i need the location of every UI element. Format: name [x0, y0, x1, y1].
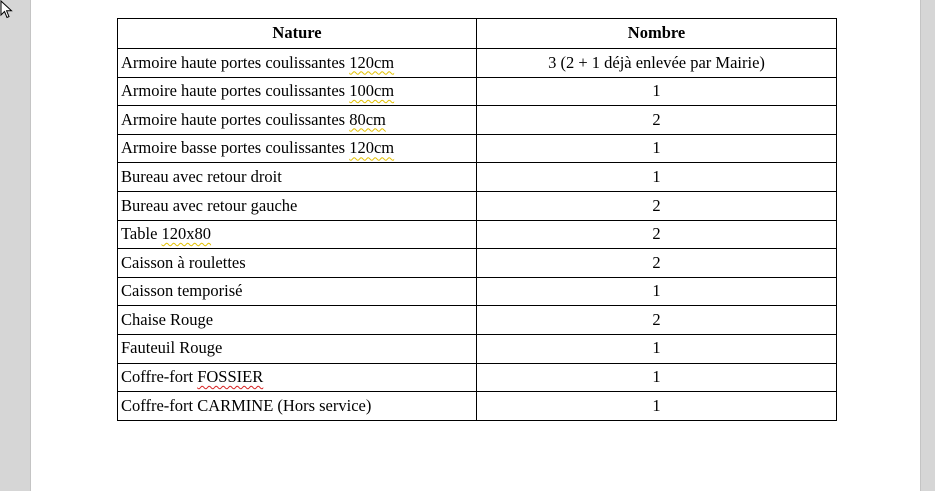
- nombre-cell[interactable]: 1: [477, 334, 837, 363]
- table-row: [118, 334, 837, 363]
- nature-text: Armoire haute portes coulissantes: [121, 109, 350, 129]
- table-row: [118, 163, 837, 192]
- table-body: [118, 49, 837, 421]
- nature-text: Armoire haute portes coulissantes: [121, 81, 350, 101]
- nature-cell[interactable]: [118, 77, 477, 106]
- nature-cell[interactable]: [118, 277, 477, 306]
- spellcheck-flagged-word[interactable]: 120cm: [349, 52, 395, 72]
- spellcheck-flagged-word[interactable]: 120cm: [349, 138, 395, 158]
- nature-cell[interactable]: [118, 392, 477, 421]
- nombre-cell[interactable]: 1: [477, 77, 837, 106]
- nombre-cell[interactable]: 2: [477, 191, 837, 220]
- nombre-cell[interactable]: 3 (2 + 1 déjà enlevée par Mairie): [477, 49, 837, 78]
- nature-text: Bureau avec retour droit: [121, 166, 282, 186]
- nature-text: Caisson à roulettes: [121, 252, 246, 272]
- nombre-cell[interactable]: 2: [477, 306, 837, 335]
- column-header-nombre: Nombre: [477, 19, 837, 49]
- nature-cell[interactable]: [118, 191, 477, 220]
- table-row: [118, 277, 837, 306]
- nature-text: Table: [121, 224, 162, 244]
- nature-text: Bureau avec retour gauche: [121, 195, 298, 215]
- nature-text: Coffre-fort: [121, 367, 198, 387]
- document-page[interactable]: [30, 0, 921, 491]
- inventory-table: [117, 18, 837, 421]
- nature-cell[interactable]: [118, 220, 477, 249]
- nature-cell[interactable]: [118, 163, 477, 192]
- nature-text: Armoire haute portes coulissantes: [121, 52, 350, 72]
- table-row: [118, 306, 837, 335]
- nature-cell[interactable]: [118, 134, 477, 163]
- nature-cell[interactable]: [118, 106, 477, 135]
- table-row: [118, 392, 837, 421]
- nature-text: Armoire basse portes coulissantes: [121, 138, 350, 158]
- spellcheck-flagged-word[interactable]: FOSSIER: [197, 367, 264, 387]
- nombre-cell[interactable]: 1: [477, 363, 837, 392]
- nature-text: Fauteuil Rouge: [121, 338, 223, 358]
- nature-cell[interactable]: [118, 49, 477, 78]
- nombre-cell[interactable]: 2: [477, 249, 837, 278]
- table-row: [118, 363, 837, 392]
- nombre-cell[interactable]: 2: [477, 220, 837, 249]
- table-row: [118, 249, 837, 278]
- table-row: [118, 77, 837, 106]
- table-row: [118, 134, 837, 163]
- nature-cell[interactable]: [118, 334, 477, 363]
- nature-cell[interactable]: [118, 363, 477, 392]
- nombre-cell[interactable]: 1: [477, 277, 837, 306]
- table-row: [118, 49, 837, 78]
- nature-text: Chaise Rouge: [121, 309, 214, 329]
- spellcheck-flagged-word[interactable]: 100cm: [349, 81, 395, 101]
- nombre-cell[interactable]: 2: [477, 106, 837, 135]
- table-row: [118, 220, 837, 249]
- nature-cell[interactable]: [118, 249, 477, 278]
- spellcheck-flagged-word[interactable]: 120x80: [161, 224, 212, 244]
- column-header-nature: Nature: [118, 19, 477, 49]
- nombre-cell[interactable]: 1: [477, 134, 837, 163]
- table-row: [118, 106, 837, 135]
- nombre-cell[interactable]: 1: [477, 163, 837, 192]
- nature-text: Caisson temporisé: [121, 281, 243, 301]
- table-row: [118, 191, 837, 220]
- nature-text: Coffre-fort CARMINE (Hors service): [121, 395, 372, 415]
- table-header-row: [118, 19, 837, 49]
- nature-cell[interactable]: [118, 306, 477, 335]
- mouse-pointer-icon: [0, 0, 14, 20]
- nombre-cell[interactable]: 1: [477, 392, 837, 421]
- spellcheck-flagged-word[interactable]: 80cm: [349, 109, 386, 129]
